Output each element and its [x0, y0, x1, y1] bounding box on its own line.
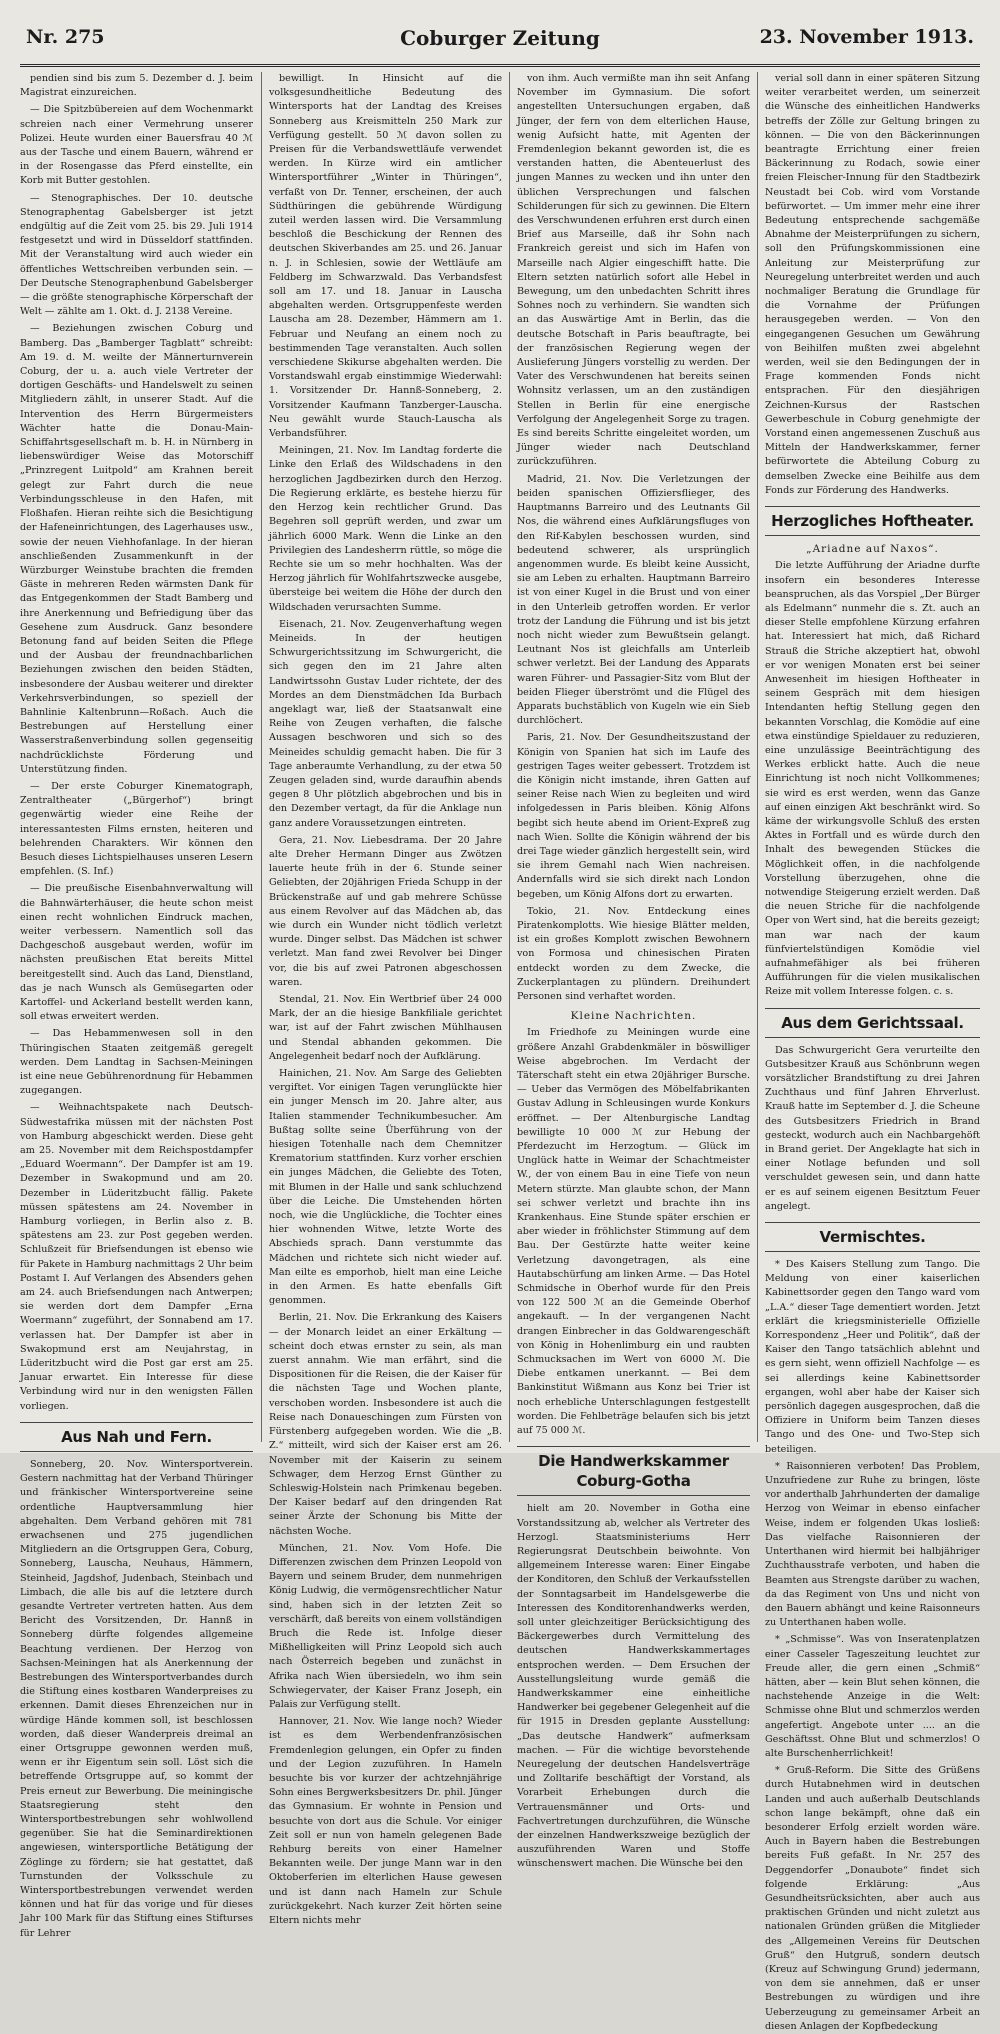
article-paragraph: — Beziehungen zwischen Coburg und Bamberg. Das „Bamberger Tagblatt“ schreibt: Am 19. d. M. weilte der Männerturnverein Coburg, der u. a. auch viele Vertreter der dortigen Geschäfts- und Handelswelt zu seinen Mitgliedern zählt, in unserer Stadt. Auf die Intervention des Herrn Bürgermeisters Wächter hatte die Donau-Main-Schiffahrtsgesellschaft m. b. H. in Nürnberg in liebenswürdiger Weise das Motorschiff „Prinzregent Luitpold“ am Krahnen bereit gelegt zur Fahrt durch die neue Verbindungsschleuse in den Hafen, mit Floßhafen. Hieran reihte sich die Besichtigung der Hafeneinrichtungen, des Lagerhauses usw., sowie der neuen Viehhofanlage. In der hieran anschließenden Zusammenkunft in der Würzburger Weinstube brachten die fremden Gäste in mehreren Reden wärmsten Dank für das Entgegenkommen der Stadt Bamberg und ihre Anerkennung und Befriedigung über das Gesehene zum Ausdruck. Ganz besondere Betonung fand auf beiden Seiten die Pflege und der Ausbau der freundnachbarlichen Beziehungen zwischen den beiden Städten, insbesondere der Ausbau weiterer und direkter Verkehrsverbindungen, so speziell der Bahnlinie Kaltenbrunn—Roßach. Auch die Bestrebungen auf Herstellung einer Wasserstraßenverbindung sollen gegenseitig nachdrücklichste Förderung und Unterstützung finden.	[20, 323, 253, 775]
article-paragraph: Gera, 21. Nov. Liebesdrama. Der 20 Jahre alte Dreher Hermann Dinger aus Zwötzen lauerte heute früh in der 6. Stunde seiner Geliebten, der 20jährigen Frieda Schupp in der Brückenstraße auf und gab mehrere Schüsse aus einem Revolver auf das Mädchen ab, das wie durch ein Wunder nicht tödlich verletzt wurde. Dinger selbst. Das Mädchen ist schwer verletzt. Man fand zwei Revolver bei Dinger vor, die bis auf zwei Patronen abgeschossen waren.	[269, 834, 502, 988]
article-paragraph: — Stenographisches. Der 10. deutsche Stenographentag Gabelsberger ist jetzt endgültig auf die Zeit vom 25. bis 29. Juli 1914 festgesetzt und wird in Düsseldorf stattfinden. Mit der Veranstaltung wird auch wieder ein öffentliches Wettschreiben verbunden sein. — Der Deutsche Stenographenbund Gabelsberger — die größte stenographische Körperschaft der Welt — zählte am 1. Okt. d. J. 2138 Vereine.	[20, 192, 253, 318]
subsection-heading: Kleine Nachrichten.	[570, 1010, 697, 1023]
article-paragraph: — Weihnachtspakete nach Deutsch-Südwestafrika müssen mit der nächsten Post von Hamburg abgeschickt werden. Diese geht am 25. November mit dem Reichspostdampfer „Eduard Woermann“. Der Dampfer ist am 19. Dezember in Swakopmund und am 20. Dezember in Lüderitzbucht fällig. Pakete müssen spätestens am 24. November in Hamburg vorliegen, in Berlin also z. B. spätestens am 23. zur Post gegeben werden. Schlußzeit für Briefsendungen ist ebenso wie für Pakete in Hamburg nachmittags 2 Uhr beim Postamt I. Auf Verlangen des Absenders gehen am 24. auch Briefsendungen nach Antwerpen; sie werden dort dem Dampfer „Erna Woermann“ zugeführt, der Sonnabend am 17. verlassen hat. Der Dampfer ist aber in Swakopmund erst am Neujahrstag, in Lüderitzbucht wird die Post gar erst am 25. Januar erwartet. Ein Interesse für diese Verbindung wird nur in den wenigsten Fällen vorliegen.	[20, 1102, 253, 1412]
article-paragraph: — Der erste Coburger Kinematograph, Zentraltheater („Bürgerhof“) bringt gegenwärtig wieder eine Reihe der interessantesten Films ernsten, heiteren und belehrenden Charakters. Wir können den Besuch dieses Lichtspielhauses unseren Lesern empfehlen. (S. Inf.)	[20, 780, 253, 878]
article-paragraph: — Das Hebammenwesen soll in den Thüringischen Staaten zeitgemäß geregelt werden. Dem Landtag in Sachsen-Meiningen ist eine neue Gebührenordnung für Hebammen zugegangen.	[20, 1028, 253, 1097]
article-paragraph: bewilligt. In Hinsicht auf die volksgesundheitliche Bedeutung des Wintersports hat der Landtag des Kreises Sonneberg aus Kreismitteln 250 Mark zur Verfügung gestellt. 50 ℳ davon sollen zu Preisen für die Verbandswettläufe verwendet werden. In Kürze wird ein amtlicher Wintersportführer „Winter in Thüringen“, verfaßt von Dr. Tenner, erscheinen, der auch Südthüringen die gebührende Würdigung zuteil werden lassen wird. Die Versammlung beschloß die Beschickung der Rennen des deutschen Skiverbandes am 25. und 26. Januar n. J. in Schlesien, sowie der Wettläufe am Feldberg im Schwarzwald. Das Verbandsfest soll am 17. und 18. Januar in Lauscha abgehalten werden. Ortsgruppenfeste werden Lauscha am 28. Dezember, Hämmern am 1. Februar und Neufang an einem noch zu bestimmenden Tage veranstalten. Auch sollen verschiedene Skikurse abgehalten werden. Die Vorstandswahl ergab einstimmige Wiederwahl: 1. Vorsitzender Dr. Hannß-Sonneberg, 2. Vorsitzender Kaufmann Tanzberger-Lauscha. Neu gewählt wurde Stauch-Lauscha als Verbandsführer.	[269, 73, 502, 440]
section-heading: Aus dem Gerichtssaal.	[765, 1008, 980, 1038]
article-paragraph: hielt am 20. November in Gotha eine Vorstandssitzung ab, welcher als Vertreter des Herzogl. Staatsministeriums Herr Regierungsrat Deutschbein beiwohnte. Von allgemeinem Interesse waren: Einer Eingabe der Konditoren, den Schluß der Verkaufsstellen der Sonntagsarbeit im Handelsgewerbe die Interessen des Konditorenhandwerks werden, soll unter gleichzeitiger Berücksichtigung des Bäckergewerbes durch Vermittelung des deutschen Handwerkskammertages entsprochen werden. — Dem Ersuchen der Ausstellungsleitung wurde gemäß die Handwerkskammer eine einheitliche Handwerker bei gegebener Gelegenheit auf die für 1915 in Dresden geplante Ausstellung: „Das deutsche Handwerk“ aufmerksam machen. — Für die wichtige bevorstehende Neuregelung der deutschen Handelsverträge und Zolltarife beschäftigt der Vorstand, als Vorarbeit Erhebungen durch die Vertrauensmänner und Orts- und Fachvertretungen durchzuführen, die Wünsche der einzelnen Handwerkszweige bezüglich der auszuführenden Waren und Stoffe wünschenswert machen. Die Wünsche bei den	[517, 1503, 750, 1870]
column-rule	[261, 72, 262, 1442]
article-paragraph: Hainichen, 21. Nov. Am Sarge des Geliebten vergiftet. Vor einigen Tagen verunglückte hier ein junger Mensch im 20. Jahre alter, aus Italien stammender Technikumbesucher. Am Bußtag sollte seine Überführung von der hiesigen Totenhalle nach dem Chemnitzer Krematorium stattfinden. Kurz vorher erschien ein junges Mädchen, die Geliebte des Toten, mit Blumen in der Halle und sank schluchzend über die Leiche. Die Umstehenden hörten noch, wie die Unglückliche, die Tochter eines hier wohnenden Witwe, letzte Worte des Abschieds sprach. Dann verstummte das Mädchen und richtete sich nicht wieder auf. Man eilte es emporhob, hielt man eine Leiche in den Armen. Es hatte ebenfalls Gift genommen.	[269, 1068, 502, 1307]
article-paragraph: München, 21. Nov. Vom Hofe. Die Differenzen zwischen dem Prinzen Leopold von Bayern und seinem Bruder, dem nunmehrigen König Ludwig, die vermögensrechtlicher Natur sind, haben sich in der letzten Zeit so verschärft, daß bereits von einem vollständigen Bruch die Rede ist. Infolge dieser Mißhelligkeiten will Prinz Leopold sich auch nach Österreich begeben und zunächst in Afrika nach Wien übersiedeln, wo ihm sein Schwiegervater, der Kaiser Franz Joseph, ein Palais zur Verfügung stellt.	[269, 1542, 502, 1710]
columns	[20, 72, 980, 2032]
section-heading: Aus Nah und Fern.	[20, 1422, 253, 1452]
section-heading: Vermischtes.	[765, 1222, 980, 1252]
section-heading: Die Handwerkskammer Coburg-Gotha	[517, 1446, 750, 1496]
article-paragraph: * Raisonnieren verboten! Das Problem, Unzufriedene zur Ruhe zu bringen, löste vor anderthalb Jahrhunderten der damalige Herzog von Weimar in ebenso einfacher Weise, indem er folgenden Ukas losließ: Das vielfache Raisonnieren der Unterthanen wird hiermit bei halbjähriger Zuchthausstrafe verboten, und haben die Beamten aus Strengste darüber zu wachen, da das Regiment von Uns und nicht von den Bauern abhängt und keine Raisonneurs zu Unterthanen haben wolle.	[765, 1460, 980, 1629]
article-paragraph: * Des Kaisers Stellung zum Tango. Die Meldung von einer kaiserlichen Kabinettsorder gegen den Tango ward vom „L.A.“ dieser Tage dementiert worden. Jetzt erklärt die kriegsministerielle Offizielle Korrespondenz „Heer und Politik“, daß der Kaiser den Tango tatsächlich ablehnt und es gern sieht, wenn offiziell Nachfolge — es sei allerdings keine Kabinettsorder ergangen, wohl aber habe der Kaiser sich persönlich dagegen ausgesprochen, daß die Offiziere in Uniform beim Tanzen dieses Tango und des One- und Two-Step sich beteiligen.	[765, 1259, 980, 1455]
issue-number: Nr. 275	[26, 26, 105, 48]
article-paragraph: Paris, 21. Nov. Der Gesundheitszustand der Königin von Spanien hat sich im Laufe des gestrigen Tages weiter gebessert. Trotzdem ist die Königin nicht imstande, ihren Gatten auf seiner Reise nach Wien zu begleiten und wird infolgedessen in Paris bleiben. König Alfons begibt sich heute abend im Orient-Expreß zug nach Wien. Sollte die Königin während der bis drei Tage wieder gänzlich hergestellt sein, wird sie ihrem Gemahl nach Wien nachreisen. Andernfalls wird sie sich direkt nach London begeben, um König Alfons dort zu erwarten.	[517, 732, 750, 900]
article-paragraph: Sonneberg, 20. Nov. Wintersportverein. Gestern nachmittag hat der Verband Thüringer und fränkischer Wintersportvereine seine ordentliche Hauptversammlung hier abgehalten. Dem Verband gehören mit 781 erwachsenen und 275 jugendlichen Mitgliedern an die Ortsgruppen Gera, Coburg, Sonneberg, Lauscha, Neuhaus, Hämmern, Steinheid, Jagdshof, Judenbach, Steinbach und Limbach, die alle bis auf die letztere durch gesandte Vertreter vertreten hatten. Aus dem Bericht des Vorsitzenden, Dr. Hannß in Sonneberg dürfte folgendes allgemeine Beachtung verdienen. Der Herzog von Sachsen-Meiningen hat als Anerkennung der Bestrebungen des Wintersportverbandes durch die Stiftung eines kostbaren Wanderpreises zu erkennen. Damit dieses Ehrenzeichen nur in würdige Hände kommen soll, ist beschlossen worden, daß dieser Wanderpreis dreimal an einer Ortsgruppe gewonnen werden muß, wenn er ihr Eigentum sein soll. Löst sich die betreffende Ortsgruppe auf, so kommt der Preis erneut zur Bewerbung. Die meiningische Staatsregierung steht den Wintersportbestrebungen sehr wohlwollend gegenüber. Sie hat die Seminardirektionen angewiesen, wintersportliche Betätigung der Zöglinge zu fördern; sie hat gestattet, daß Turnstunden der Volksschule zu Wintersportbestrebungen verwendet werden können und hat für das vorige und für dieses Jahr 100 Mark für das Stiftung eines Stifturses für Lehrer	[20, 1458, 253, 1939]
article-paragraph: Im Friedhofe zu Meiningen wurde eine größere Anzahl Grabdenkmäler in böswilliger Weise abgebrochen. Im Verdacht der Täterschaft steht ein etwa 20jähriger Bursche. — Ueber das Vermögen des Möbelfabrikanten Gustav Adlung in Schleusingen wurde Konkurs eröffnet. — Der Altenburgische Landtag bewilligte 10 000 ℳ zur Hebung der Pferdezucht im Herzogtum. — Glück im Unglück hatte in Weimar der Schachtmeister W., der von einem Bau in eine Tiefe von neun Metern stürzte. Man glaubte schon, der Mann sei schwer verletzt und brachte ihn ins Krankenhaus. Eine Stunde später erschien er aber wieder in fröhlichster Stimmung auf dem Bau. Der Gestürzte hatte weiter keine Verletzung davongetragen, als eine Hautabschürfung am linken Arme. — Das Hotel Schmidsche in Oberhof wurde für den Preis von 122 500 ℳ an die Gemeinde Oberhof angekauft. — In der vergangenen Nacht drangen Einbrecher in das Goldwarengeschäft von König in Hohenlimburg ein und raubten Schmucksachen im Wert von 6000 ℳ. Die Diebe entkamen unerkannt. — Bei dem Bankinstitut Wißmann aus Konz bei Trier ist noch erhebliche Unterschlagungen festgestellt worden. Die Fehlbeträge belaufen sich bis jetzt auf 75 000 ℳ.	[517, 1027, 750, 1437]
article-paragraph: Die letzte Aufführung der Ariadne durfte insofern ein besonderes Interesse beanspruchen, als das Vorspiel „Der Bürger als Edelmann“ nunmehr die s. Zt. auch an dieser Stelle empfohlene Kürzung erfahren hat. Interessiert hat mich, daß Richard Strauß die Striche akzeptiert hat, obwohl er vor wenigen Monaten erst bei seiner Anwesenheit im hiesigen Hoftheater in seinem Gespräch mit dem hiesigen Intendanten heftig Stellung gegen den bekannten Vorschlag, die Komödie auf eine etwa einstündige Spieldauer zu reduzieren, eine unzulässige Beeinträchtigung des Werkes erblickt hatte. Auch die neue Einrichtung ist noch nicht Vollkommenes; sie wird es erst werden, wenn das Ganze auf einen einzigen Akt beschränkt wird. So käme der wirkungsvolle Schluß des ersten Aktes in Fortfall und es würde durch den Inhalt des bewegenden Stückes die Möglichkeit offen, in die nachfolgende Vorstellung überzugehen, ohne die notwendige Steigerung erzielt werden. Daß die neuen Striche für die nachfolgende Oper von Wert sind, hat die bereits gezeigt; man war nach der kaum fünfviertelstündigen Komödie viel aufnahmefähiger als bei früheren Aufführungen für die vielen musikalischen Reize mit vollem Interesse folgen. c. s.	[765, 560, 980, 998]
article-paragraph: Berlin, 21. Nov. Die Erkrankung des Kaisers — der Monarch leidet an einer Erkältung — scheint doch etwas ernster zu sein, als man zuerst annahm. Wie man erfährt, sind die Dispositionen für die Reisen, die der Kaiser für die nächsten Tage und Wochen plante, verschoben worden. Insbesondere ist auch die Reise nach Donaueschingen zum Fürsten von Fürstenberg aufgegeben worden. Wie die „B. Z.“ mitteilt, wird sich der Kaiser erst am 26. November mit der Kaiserin zu seinem Schwager, dem Herzog Ernst Günther zu Schleswig-Holstein nach Primkenau begeben. Der Kaiser bedarf auf den dringenden Rat seiner Ärzte der Schonung bis Mitte der nächsten Woche.	[269, 1312, 502, 1537]
article-paragraph: verial soll dann in einer späteren Sitzung weiter verarbeitet werden, um seinerzeit die Wünsche des einheitlichen Handwerks betreffs der Zölle zur Geltung bringen zu können. — Die von den Bäckerinnungen beantragte Errichtung einer freien Bäckerinnung zu Rodach, sowie einer freien Fleischer-Innung für den Stadtbezirk Neustadt bei Cob. wird vom Vorstande befürwortet. — Um immer mehr eine ihrer Bedeutung entsprechende sachgemäße Abnahme der Meisterprüfungen zu sichern, soll den Prüfungskommissionen eine Anleitung zur Meisterprüfung zur Neuregelung unterbreitet werden und auch nochmaliger Beratung die Grundlage für die Vornahme der Prüfungen herausgegeben werden. — Von den eingegangenen Gesuchen um Gewährung von Beihilfen mußten zwei abgelehnt werden, weil sie den Bedingungen der in Frage kommenden Fonds nicht entsprachen. Für den diesjährigen Zeichnen-Kursus der Rastschen Gewerbeschule in Coburg genehmigte der Vorstand einen angemessenen Zuschuß aus Mitteln der Handwerkskammer, ferner befürwortete die Abteilung Coburg zu demselben Zwecke eine Beihilfe aus dem Fonds zur Förderung des Handwerks.	[765, 73, 980, 496]
article-paragraph: — Die preußische Eisenbahnverwaltung will die Bahnwärterhäuser, die heute schon meist einen recht wohnlichen Eindruck machen, weiter verbessern. Namentlich soll das Dachgeschoß ausgebaut werden, wofür im nächsten preußischen Etat bereits Mittel bereitgestellt sind. Auch das Land, Dienstland, das je nach Wunsch als Gemüsegarten oder Kartoffel- und Ackerland bestellt werden kann, soll etwas erweitert werden.	[20, 883, 253, 1023]
article-paragraph: — Die Spitzbübereien auf dem Wochenmarkt schreien nach einer Vermehrung unserer Polizei. Heute wurden einer Bauersfrau 40 ℳ aus der Tasche und einem Bauern, während er in der Rosengasse das Pferd einstellte, ein Korb mit Butter gestohlen.	[20, 104, 253, 187]
article-paragraph: * Gruß-Reform. Die Sitte des Grüßens durch Hutabnehmen wird in deutschen Landen und auch außerhalb Deutschlands schon lange bekämpft, ohne daß ein besonderer Erfolg erzielt worden wäre. Auch in Bayern haben die Bestrebungen bereits Fuß gefaßt. In Nr. 257 des Deggendorfer „Donaubote“ findet sich folgende Erklärung: „Aus Gesundheitsrücksichten, aber auch aus praktischen Gründen und nicht zuletzt aus nationalen Gründen grüßen die Mitglieder des „Allgemeinen Vereins für Deutschen Gruß“ den Hutgruß, sondern deutsch (Kreuz auf Schwingung Grund) jedermann, von dem sie annehmen, daß er unser Bestrebungen zu würdigen und ihre Ueberzeugung zu gemeinsamer Arbeit an diesen Anlagen der Kopfbedeckung	[765, 1765, 980, 2032]
column-rule	[757, 72, 758, 1442]
article-paragraph: von ihm. Auch vermißte man ihn seit Anfang November im Gymnasium. Die sofort angestellten Untersuchungen ergaben, daß Jünger, der fern von dem elterlichen Hause, wenig Aufsicht hatte, mit Agenten der Fremdenlegion bekannt geworden ist, die es verstanden hatten, die Abenteuerlust des jungen Mannes zu wecken und ihn unter den üblichen Versprechungen und falschen Schilderungen für sich zu gewinnen. Die Eltern des Verschwundenen erfuhren erst durch einen Brief aus Marseille, daß ihr Sohn nach Frankreich gereist und sich im Hafen von Marseille nach Algier eingeschifft hatte. Die Eltern setzten natürlich sofort alle Hebel in Bewegung, um den unbedachten Schritt ihres Sohnes noch zu verhindern. Sie wandten sich an das Auswärtige Amt in Berlin, das die deutsche Botschaft in Paris beauftragte, bei der französischen Regierung wegen der Auslieferung Jüngers vorstellig zu werden. Der Vater des Verschwundenen hat bereits seinen Wohnsitz verlassen, um an den zuständigen Stellen in Berlin für eine energische Verfolgung der Angelegenheit Sorge zu tragen. Es sind bereits Schritte eingeleitet worden, um Jünger wieder nach Deutschland zurückzuführen.	[517, 73, 750, 468]
article-paragraph: Tokio, 21. Nov. Entdeckung eines Piratenkomplotts. Wie hiesige Blätter melden, ist ein großes Komplott zwischen Bewohnern von Formosa und chinesischen Piraten entdeckt worden zu dem Zwecke, die Zuckerplantagen zu plündern. Dreihundert Personen sind verhaftet worden.	[517, 905, 750, 1002]
column-4	[765, 72, 980, 2032]
issue-date: 23. November 1913.	[759, 26, 974, 48]
masthead	[20, 18, 980, 67]
article-paragraph: Madrid, 21. Nov. Die Verletzungen der beiden spanischen Offiziersflieger, des Hauptmanns Barreiro und des Leutnants Gil Nos, die während eines Aufklärungsfluges von den Rif-Kabylen beschossen wurden, sind bedeutend schwerer, als ursprünglich angenommen wurde. Es bleibt keine Aussicht, sie am Leben zu erhalten. Hauptmann Barreiro ist von einer Kugel in die Brust und von einer in den Unterleib getroffen worden. Er verlor trotz der Landung die Führung und ist bis jetzt noch nicht wieder zum Bewußtsein gelangt. Leutnant Nos ist gleichfalls am Unterleib schwer verletzt. Bei der Landung des Apparats waren Führer- und Passagier-Sitz vom Blut der beiden Flieger überströmt und die Flügel des Apparats buchstäblich von Kugeln wie ein Sieb durchlöchert.	[517, 473, 750, 727]
column-3	[517, 72, 750, 1870]
article-paragraph: Meiningen, 21. Nov. Im Landtag forderte die Linke den Erlaß des Wildschadens in den herzoglichen Jagdbezirken durch den Herzog. Die Regierung erklärte, es bestehe hierzu für den Herzog kein rechtlicher Grund. Das Begehren soll geprüft werden, und zwar um jährlich 6000 Mark. Wenn die Linke an den Privilegien des Landesherrn rüttle, so möge die Rechte sie um so mehr hochhalten. Was der Herzog jährlich für Wohlfahrtszwecke ausgebe, übersteige bei weitem die Höhe der durch den Wildschaden verursachten Summe.	[269, 445, 502, 613]
column-2	[269, 72, 502, 1926]
newspaper-title: Coburger Zeitung	[400, 26, 600, 50]
article-paragraph: * „Schmisse“. Was von Inseratenplatzen einer Casseler Tageszeitung leuchtet zur Freude aller, die gern einen „Schmiß“ hätten, aber — kein Blut sehen können, die nachstehende Anzeige in die Welt: Schmisse ohne Blut und schmerzlos werden angefertigt. Angebote unter .... an die Geschäftsst. Ohne Blut und schmerzlos! O alte Burschenherrlichkeit!	[765, 1634, 980, 1759]
article-paragraph: Stendal, 21. Nov. Ein Wertbrief über 24 000 Mark, der an die hiesige Bankfiliale gerichtet war, ist auf der Fahrt zwischen Mühlhausen und Stendal abhanden gekommen. Die Angelegenheit bedarf noch der Aufklärung.	[269, 994, 502, 1062]
article-paragraph: Das Schwurgericht Gera verurteilte den Gutsbesitzer Krauß aus Schönbrunn wegen vorsätzlicher Brandstiftung zu drei Jahren Zuchthaus und fünf Jahren Ehrverlust. Krauß hatte im September d. J. die Scheune des Gutsbesitzers Friedrich in Brand gesteckt, wodurch auch ein Nachbargehöft in Brand geriet. Der Angeklagte hat sich in einer Notlage befunden und soll verschuldet gewesen sein, und dann hatte er es auf seinem eigenen Besitztum Feuer angelegt.	[765, 1044, 980, 1212]
column-1	[20, 72, 253, 1939]
article-paragraph: Eisenach, 21. Nov. Zeugenverhaftung wegen Meineids. In der heutigen Schwurgerichtssitzung im Schwurgericht, die sich gegen den im 21 Jahre alten Landwirtssohn Gustav Luder richtete, der des Mordes an dem Dienstmädchen Ida Burbach angeklagt war, ließ der Staatsanwalt eine Reihe von Zeugen verhaften, die falsche Aussagen beschworen und sich so des Meineides schuldig gemacht haben. Die für 3 Tage anberaumte Verhandlung, zu der etwa 50 Zeugen geladen sind, wurde daraufhin abends gegen 8 Uhr plötzlich abgebrochen und bis in den Dezember vertagt, da für die Anklage nun ganz andere Voraussetzungen eintreten.	[269, 618, 502, 829]
subsection-heading: „Ariadne auf Naxos“.	[806, 543, 939, 556]
column-rule	[509, 72, 510, 1442]
article-paragraph: pendien sind bis zum 5. Dezember d. J. beim Magistrat einzureichen.	[20, 73, 253, 99]
article-paragraph: Hannover, 21. Nov. Wie lange noch? Wieder ist es dem Werbendenfranzösischen Fremdenlegion gelungen, ein Opfer zu finden und der Legion zuzuführen. In Hameln besuchte bis vor kurzer der achtzehnjährige Sohn eines Bergwerksbesitzers Dr. phil. Jünger das Gymnasium. Er wohnte in Pension und besuchte von dort aus die Schule. Vor einiger Zeit soll er nun von hameln gelegenen Bade Rehburg bereits von einer Hamelner Bekannten weile. Der junge Mann war in den Oktoberferien im elterlichen Hause gewesen und ist dann nach Hameln zur Schule zurückgekehrt. Nach kurzer Zeit hörten seine Eltern nichts mehr	[269, 1716, 502, 1926]
section-heading: Herzogliches Hoftheater.	[765, 506, 980, 536]
